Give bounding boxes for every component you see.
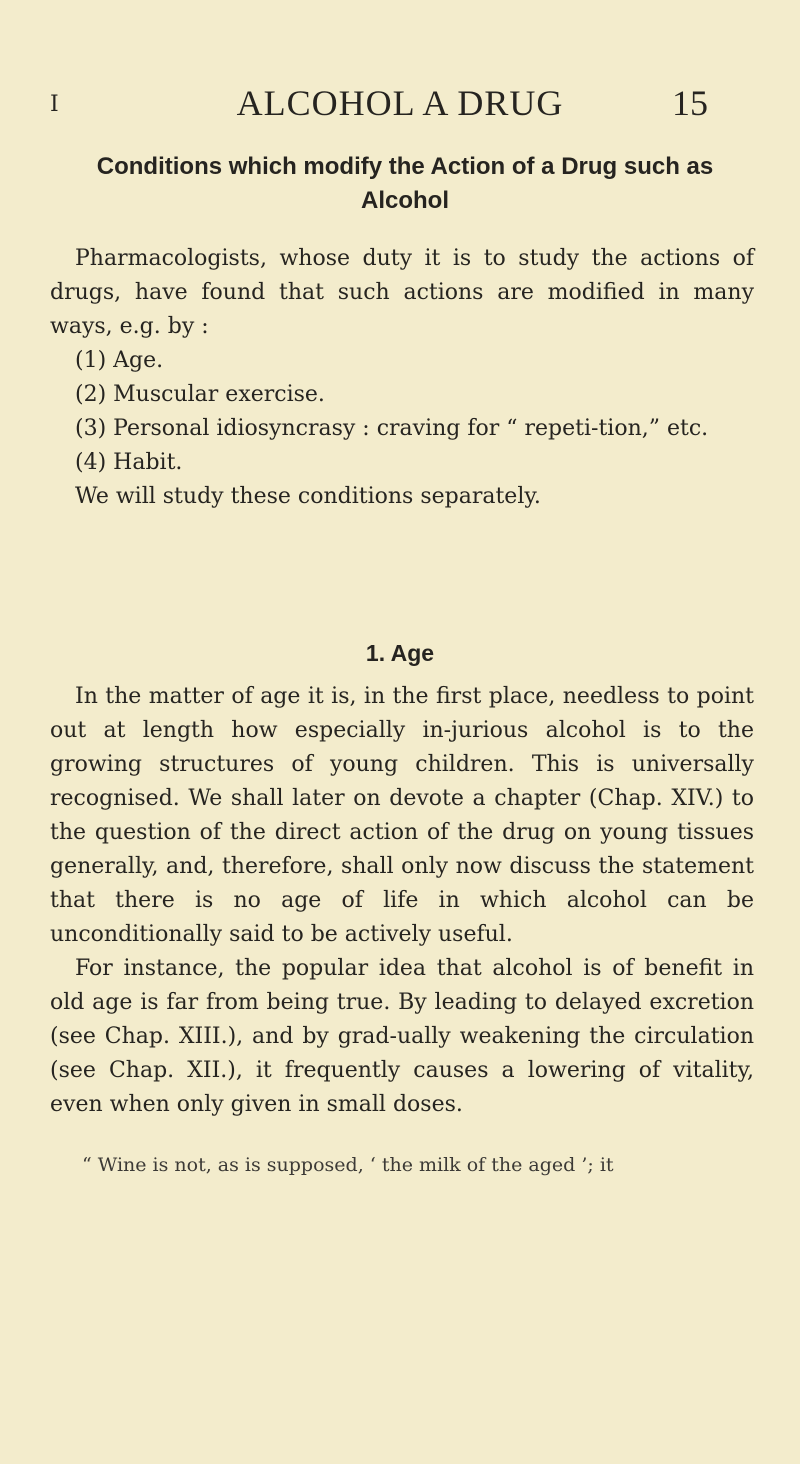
page-number: 15	[672, 83, 708, 123]
quotation-line: “ Wine is not, as is supposed, ‘ the milk of the aged ’; it	[82, 1154, 614, 1176]
intro-paragraph: Pharmacologists, whose duty it is to study the actions of drugs, have found that such actions are modified in many ways, e.g. by :	[50, 246, 754, 339]
running-title: ALCOHOL A DRUG	[236, 83, 564, 123]
condition-item: (2) Muscular exercise.	[75, 382, 325, 407]
age-paragraph-2: For instance, the popular idea that alcohol is of benefit in old age is far from being true. By leading to delayed excretion (see Chap. XIII.), and by grad-ually weakening the circulation (see Chap. XII.), it frequently causes a lowering of vitality, even when only given in small doses.	[50, 956, 754, 1117]
intro-block	[50, 242, 754, 514]
condition-item: (4) Habit.	[75, 450, 183, 475]
age-paragraph-1: In the matter of age it is, in the first place, needless to point out at length how especially in-jurious alcohol is to the growing structures of young children. This is universally recognised. We shall later on devote a chapter (Chap. XIV.) to the question of the direct action of the drug on young tissues generally, and, therefore, shall only now discuss the statement that there is no age of life in which alcohol can be unconditionally said to be actively useful.	[50, 684, 754, 947]
condition-item: (1) Age.	[75, 348, 164, 373]
condition-item: (3) Personal idiosyncrasy : craving for “ repeti-tion,” etc.	[75, 416, 709, 441]
study-note: We will study these conditions separately.	[75, 484, 541, 509]
signature-mark: I	[50, 92, 59, 117]
section-heading: Conditions which modify the Action of a Drug such as Alcohol	[96, 153, 714, 214]
age-section	[50, 680, 754, 1122]
age-subheading: 1. Age	[365, 640, 435, 666]
running-head	[0, 82, 800, 126]
